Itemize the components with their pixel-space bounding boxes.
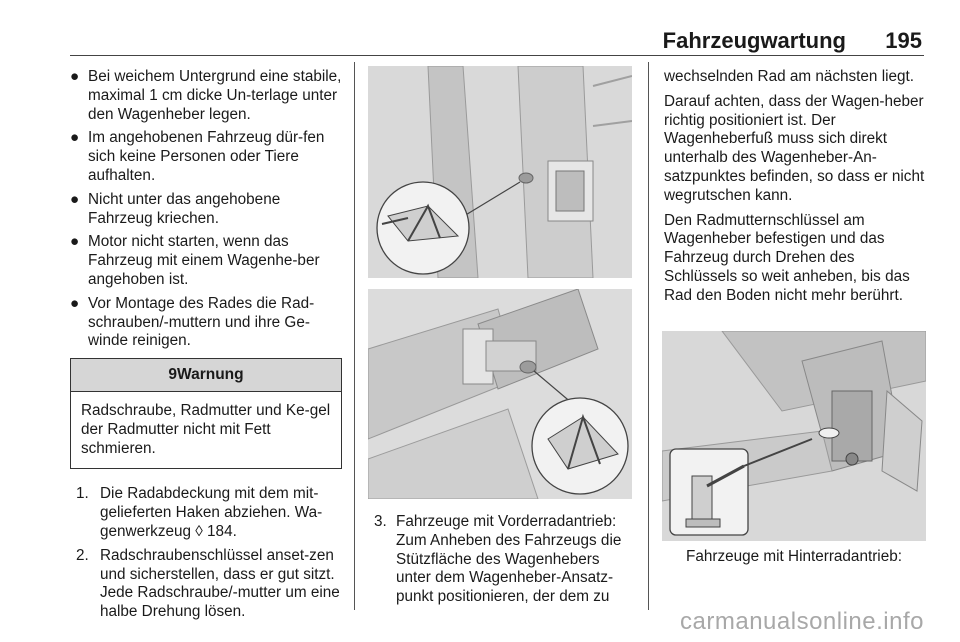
paragraph: Den Radmutternschlüssel am Wagenheber befestigen und das Fahrzeug durch Drehen des Schlüssels so weit anheben, bis das Rad den Boden nicht mehr berührt. [664, 211, 910, 304]
bullet-text: Im angehobenen Fahrzeug dür-fen sich keine Personen oder Tiere aufhalten. [88, 129, 325, 184]
step-text: Radschraubenschlüssel anset-zen und sicherstellen, dass er gut sitzt. Jede Radschraube/-mutter um eine halbe Drehung lösen. [100, 546, 340, 621]
list-item [70, 547, 342, 622]
header-rule [70, 55, 924, 56]
list-item [70, 129, 342, 185]
list-item [70, 191, 342, 229]
column-3 [664, 68, 928, 312]
bullet-icon: ● [70, 233, 80, 251]
list-item [70, 233, 342, 289]
step-list [70, 485, 342, 622]
step-number: 3. [374, 513, 387, 530]
list-item [70, 68, 342, 124]
page-title: Fahrzeugwartung [662, 28, 846, 53]
warning-icon: 9 [168, 366, 178, 384]
list-item [70, 295, 342, 351]
step-text: Die Radabdeckung mit dem mit-gelieferten Haken abziehen. Wa-genwerkzeug ◊ 184. [100, 485, 323, 540]
paragraph: Darauf achten, dass der Wagen-heber richtig positioniert ist. Der Wagenheberfuß muss sich direkt unterhalb des Wagenheber-An-satzpunktes befinden, so dass er nicht wegrutschen kann. [664, 92, 925, 204]
watermark: carmanualsonline.info [680, 608, 924, 635]
illustration-caption: Fahrzeuge mit Hinterradantrieb: [686, 548, 902, 565]
bullet-text: Nicht unter das angehobene Fahrzeug kriechen. [88, 190, 281, 227]
page-number: 195 [885, 28, 922, 53]
warning-title: Warnung [177, 366, 244, 384]
step-3 [374, 513, 636, 607]
step-number: 2. [76, 546, 89, 564]
rear-wheel-drive-jack-illustration [662, 331, 926, 541]
jack-point-illustration-top [368, 66, 632, 278]
column-divider-2 [648, 62, 649, 610]
warning-header [71, 359, 341, 392]
warning-text: Radschraube, Radmutter und Ke-gel der Radmutter nicht mit Fett schmieren. [81, 401, 331, 457]
bullet-icon: ● [70, 129, 80, 147]
step-text: Zum Anheben des Fahrzeugs die Stützfläche des Wagenhebers unter dem Wagenheber-Ansatz-punkt positionieren, der dem zu [396, 531, 622, 606]
safety-bullet-list [70, 68, 342, 351]
bullet-text: Motor nicht starten, wenn das Fahrzeug mit einem Wagenhe-ber angehoben ist. [88, 233, 320, 288]
list-item [70, 485, 342, 541]
bullet-icon: ● [70, 190, 80, 208]
step-number: 1. [76, 485, 89, 503]
jack-point-illustration-bottom [368, 289, 632, 499]
bullet-text: Vor Montage des Rades die Rad-schrauben/-muttern und ihre Ge-winde reinigen. [88, 294, 315, 350]
column-divider-1 [354, 62, 355, 610]
bullet-icon: ● [70, 294, 80, 312]
step-heading: Fahrzeuge mit Vorderradantrieb: [396, 513, 617, 530]
column-1 [70, 68, 342, 627]
bullet-text: Bei weichem Untergrund eine stabile, maximal 1 cm dicke Un-terlage unter den Wagenheber legen. [88, 68, 342, 123]
warning-box [70, 358, 342, 469]
bullet-icon: ● [70, 68, 80, 85]
paragraph: wechselnden Rad am nächsten liegt. [664, 68, 915, 85]
